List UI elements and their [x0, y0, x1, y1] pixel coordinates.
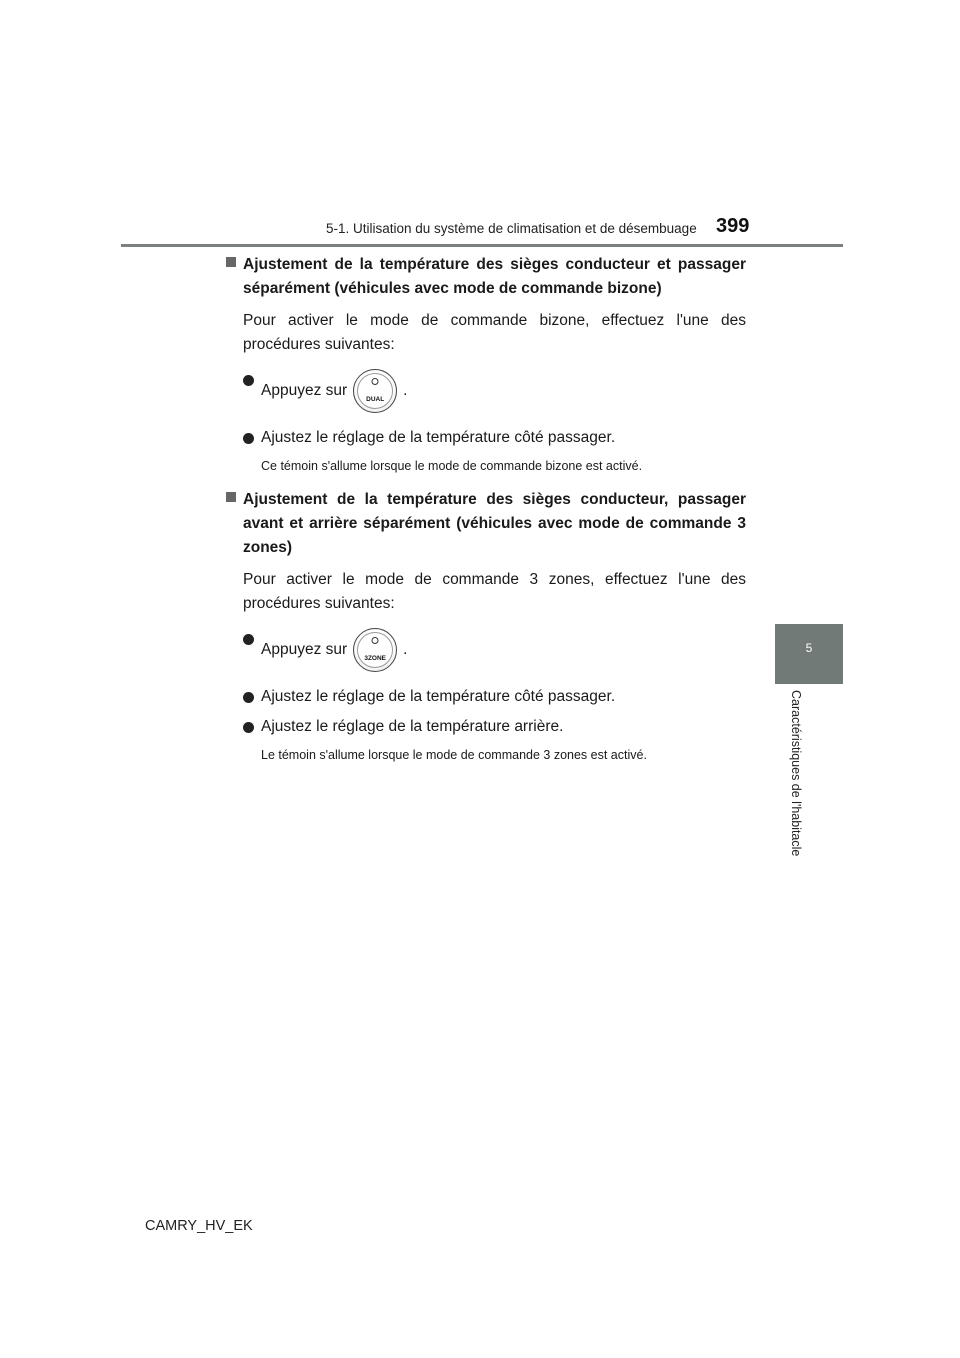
- section-intro: Pour activer le mode de commande 3 zones, effectuez l'une des procédures suivantes:: [243, 571, 746, 612]
- note-text: Le témoin s'allume lorsque le mode de commande 3 zones est activé.: [261, 748, 647, 762]
- indicator-led-icon: [372, 637, 379, 644]
- bullet-suffix: .: [403, 641, 408, 658]
- header-divider: [121, 244, 843, 247]
- chapter-side-label: [786, 690, 806, 868]
- footer-model-code: CAMRY_HV_EK: [145, 1218, 253, 1234]
- section-title: Ajustement de la température des sièges conducteur et passager séparément (véhicules avec mode de commande bizone): [243, 256, 746, 297]
- chapter-number: 5: [805, 641, 813, 655]
- square-bullet-icon: [226, 492, 236, 502]
- section-three-zone: [226, 488, 746, 764]
- section-intro: Pour activer le mode de commande bizone, effectuez l'une des procédures suivantes:: [243, 312, 746, 353]
- dual-button-label: DUAL: [366, 396, 385, 403]
- running-header: 5-1. Utilisation du système de climatisation et de désembuage: [326, 221, 697, 236]
- section-title: Ajustement de la température des sièges conducteur, passager avant et arrière séparément (véhicules avec mode de commande 3 zones): [243, 491, 746, 556]
- bullet-adjust-passenger: Ajustez le réglage de la température côté passager.: [243, 686, 746, 708]
- bullet-adjust-rear: Ajustez le réglage de la température arrière.: [243, 716, 746, 738]
- page-number: 399: [716, 215, 750, 237]
- bullet-press-dual: [243, 369, 746, 413]
- section-dual-zone: [226, 253, 746, 475]
- 3zone-button-label: 3ZONE: [364, 655, 386, 662]
- bullet-press-3zone: [243, 628, 746, 672]
- chapter-label-text: Caractéristiques de l'habitacle: [789, 690, 803, 857]
- main-content: [226, 253, 746, 764]
- bullet-adjust-passenger: Ajustez le réglage de la température côté passager.: [243, 427, 746, 449]
- 3zone-button-icon: [353, 628, 397, 672]
- bullet-suffix: .: [403, 382, 408, 399]
- square-bullet-icon: [226, 257, 236, 267]
- bullet-text: Appuyez sur: [261, 641, 348, 658]
- note-text: Ce témoin s'allume lorsque le mode de commande bizone est activé.: [261, 459, 643, 473]
- bullet-text: Appuyez sur: [261, 382, 348, 399]
- dual-button-icon: [353, 369, 397, 413]
- indicator-led-icon: [372, 378, 379, 385]
